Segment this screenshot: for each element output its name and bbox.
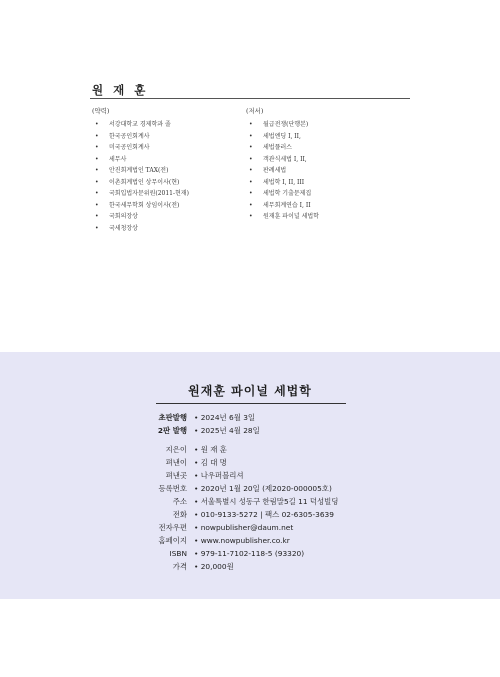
books-list — [246, 119, 319, 223]
books-column — [246, 106, 319, 223]
career-item — [92, 211, 189, 223]
bullet-icon: • — [95, 132, 99, 140]
colophon-value: • 20,000원 — [194, 562, 234, 571]
bullet-icon: • — [249, 167, 253, 174]
colophon-label: 2판 발행 — [157, 426, 187, 435]
career-item — [92, 131, 189, 143]
colophon-label: 가격 — [172, 562, 187, 571]
book-item-text: 원재훈 파이널 세법학 — [263, 213, 319, 220]
book-item — [246, 211, 319, 223]
career-item — [92, 188, 189, 200]
books-heading: (저서) — [246, 107, 264, 115]
colophon-label: 전자우편 — [158, 523, 187, 532]
career-item-text: 한국공인회계사 — [109, 132, 150, 140]
career-item-text: 국세청장상 — [109, 224, 138, 232]
colophon-value: • 010-9133-5272 | 팩스 02-6305-3639 — [194, 510, 334, 519]
colophon-row — [0, 425, 500, 437]
book-item-text: 월급전쟁(단행본) — [263, 121, 309, 128]
colophon-value: • 979-11-7102-118-5 (93320) — [194, 549, 305, 558]
book-item — [246, 177, 319, 189]
colophon-row — [0, 483, 500, 495]
career-item-text: 국회의장상 — [109, 213, 138, 220]
bullet-icon: • — [95, 121, 99, 128]
book-item — [246, 165, 319, 177]
colophon-value: • 원 재 훈 — [194, 445, 227, 454]
bullet-icon: • — [95, 213, 99, 220]
bullet-icon: • — [95, 178, 99, 186]
book-title: 원재훈 파이널 세법학 — [188, 384, 312, 398]
author-name: 원 재 훈 — [92, 83, 149, 97]
colophon-label: 펴낸곳 — [165, 471, 187, 480]
colophon-row — [0, 444, 500, 456]
career-item-text: 국회입법자문위원(2011-현재) — [109, 190, 189, 197]
career-item — [92, 119, 189, 131]
book-item — [246, 154, 319, 166]
colophon-row — [0, 535, 500, 547]
author-divider — [90, 98, 410, 99]
bullet-icon: • — [95, 201, 99, 209]
colophon-row — [0, 522, 500, 534]
book-item-text: 세법플러스 — [263, 144, 292, 151]
colophon-value: • 2024년 6월 3일 — [194, 413, 256, 422]
career-item-text: 서강대학교 경제학과 졸 — [109, 121, 171, 128]
bullet-icon: • — [95, 224, 99, 232]
book-item-text: 판례세법 — [263, 167, 287, 174]
colophon-value: • 서울특별시 성동구 한림말5길 11 덕성빌딩 — [194, 497, 339, 506]
bullet-icon: • — [249, 132, 253, 140]
career-item-text: 세무사 — [109, 155, 127, 163]
colophon-label: 초판발행 — [158, 413, 187, 422]
career-item — [92, 223, 189, 235]
career-item — [92, 200, 189, 212]
bullet-icon: • — [95, 190, 99, 197]
bullet-icon: • — [249, 155, 253, 163]
bullet-icon: • — [249, 144, 253, 151]
career-list — [92, 119, 189, 234]
career-item — [92, 154, 189, 166]
colophon-value: • 2020년 1월 20일 (제2020-000005호) — [194, 484, 332, 493]
career-item-text: 이촌회계법인 상무이사(현) — [109, 178, 180, 186]
bullet-icon: • — [95, 167, 99, 174]
book-item-text: 세법학 I, II, III — [263, 178, 305, 186]
colophon-label: 등록번호 — [158, 484, 187, 493]
book-item-text: 세법학 기출문제집 — [263, 190, 312, 197]
colophon-label: 전화 — [172, 510, 187, 519]
bullet-icon: • — [249, 178, 253, 186]
colophon-label: 지은이 — [165, 445, 187, 454]
career-heading: (약력) — [92, 107, 110, 115]
colophon-row — [0, 457, 500, 469]
bullet-icon: • — [249, 121, 253, 128]
bullet-icon: • — [249, 213, 253, 220]
career-item — [92, 165, 189, 177]
bullet-icon: • — [249, 201, 253, 209]
career-item — [92, 177, 189, 189]
career-item-text: 한국세무학회 상임이사(전) — [109, 201, 180, 209]
colophon-row — [0, 470, 500, 482]
book-item-text: 객관식세법 I, II, — [263, 155, 307, 163]
book-item — [246, 131, 319, 143]
colophon-row — [0, 509, 500, 521]
career-item-text: 안진회계법인 TAX(전) — [109, 167, 169, 174]
book-item — [246, 188, 319, 200]
colophon-label: 주소 — [172, 497, 187, 506]
bullet-icon: • — [95, 155, 99, 163]
colophon-row — [0, 561, 500, 573]
colophon-row — [0, 412, 500, 424]
career-column — [92, 106, 189, 234]
title-divider — [156, 403, 346, 404]
book-item — [246, 119, 319, 131]
colophon-value: • 김 대 명 — [194, 458, 227, 467]
colophon-value: • nowpublisher@daum.net — [194, 523, 294, 532]
colophon-value: • www.nowpublisher.co.kr — [194, 536, 290, 545]
book-item-text: 세무회계연습 I, II — [263, 201, 311, 209]
book-item — [246, 142, 319, 154]
colophon-row — [0, 548, 500, 560]
career-item-text: 미국공인회계사 — [109, 144, 150, 151]
book-item — [246, 200, 319, 212]
colophon-value: • 2025년 4월 28일 — [194, 426, 260, 435]
bullet-icon: • — [249, 190, 253, 197]
colophon-label: 펴낸이 — [165, 458, 187, 467]
career-item — [92, 142, 189, 154]
bullet-icon: • — [95, 144, 99, 151]
book-item-text: 세법엔딩 I, II, — [263, 132, 301, 140]
colophon-row — [0, 496, 500, 508]
colophon-label: ISBN — [169, 549, 187, 558]
colophon-label: 홈페이지 — [158, 536, 187, 545]
colophon-value: • 나우퍼블리셔 — [194, 471, 244, 480]
